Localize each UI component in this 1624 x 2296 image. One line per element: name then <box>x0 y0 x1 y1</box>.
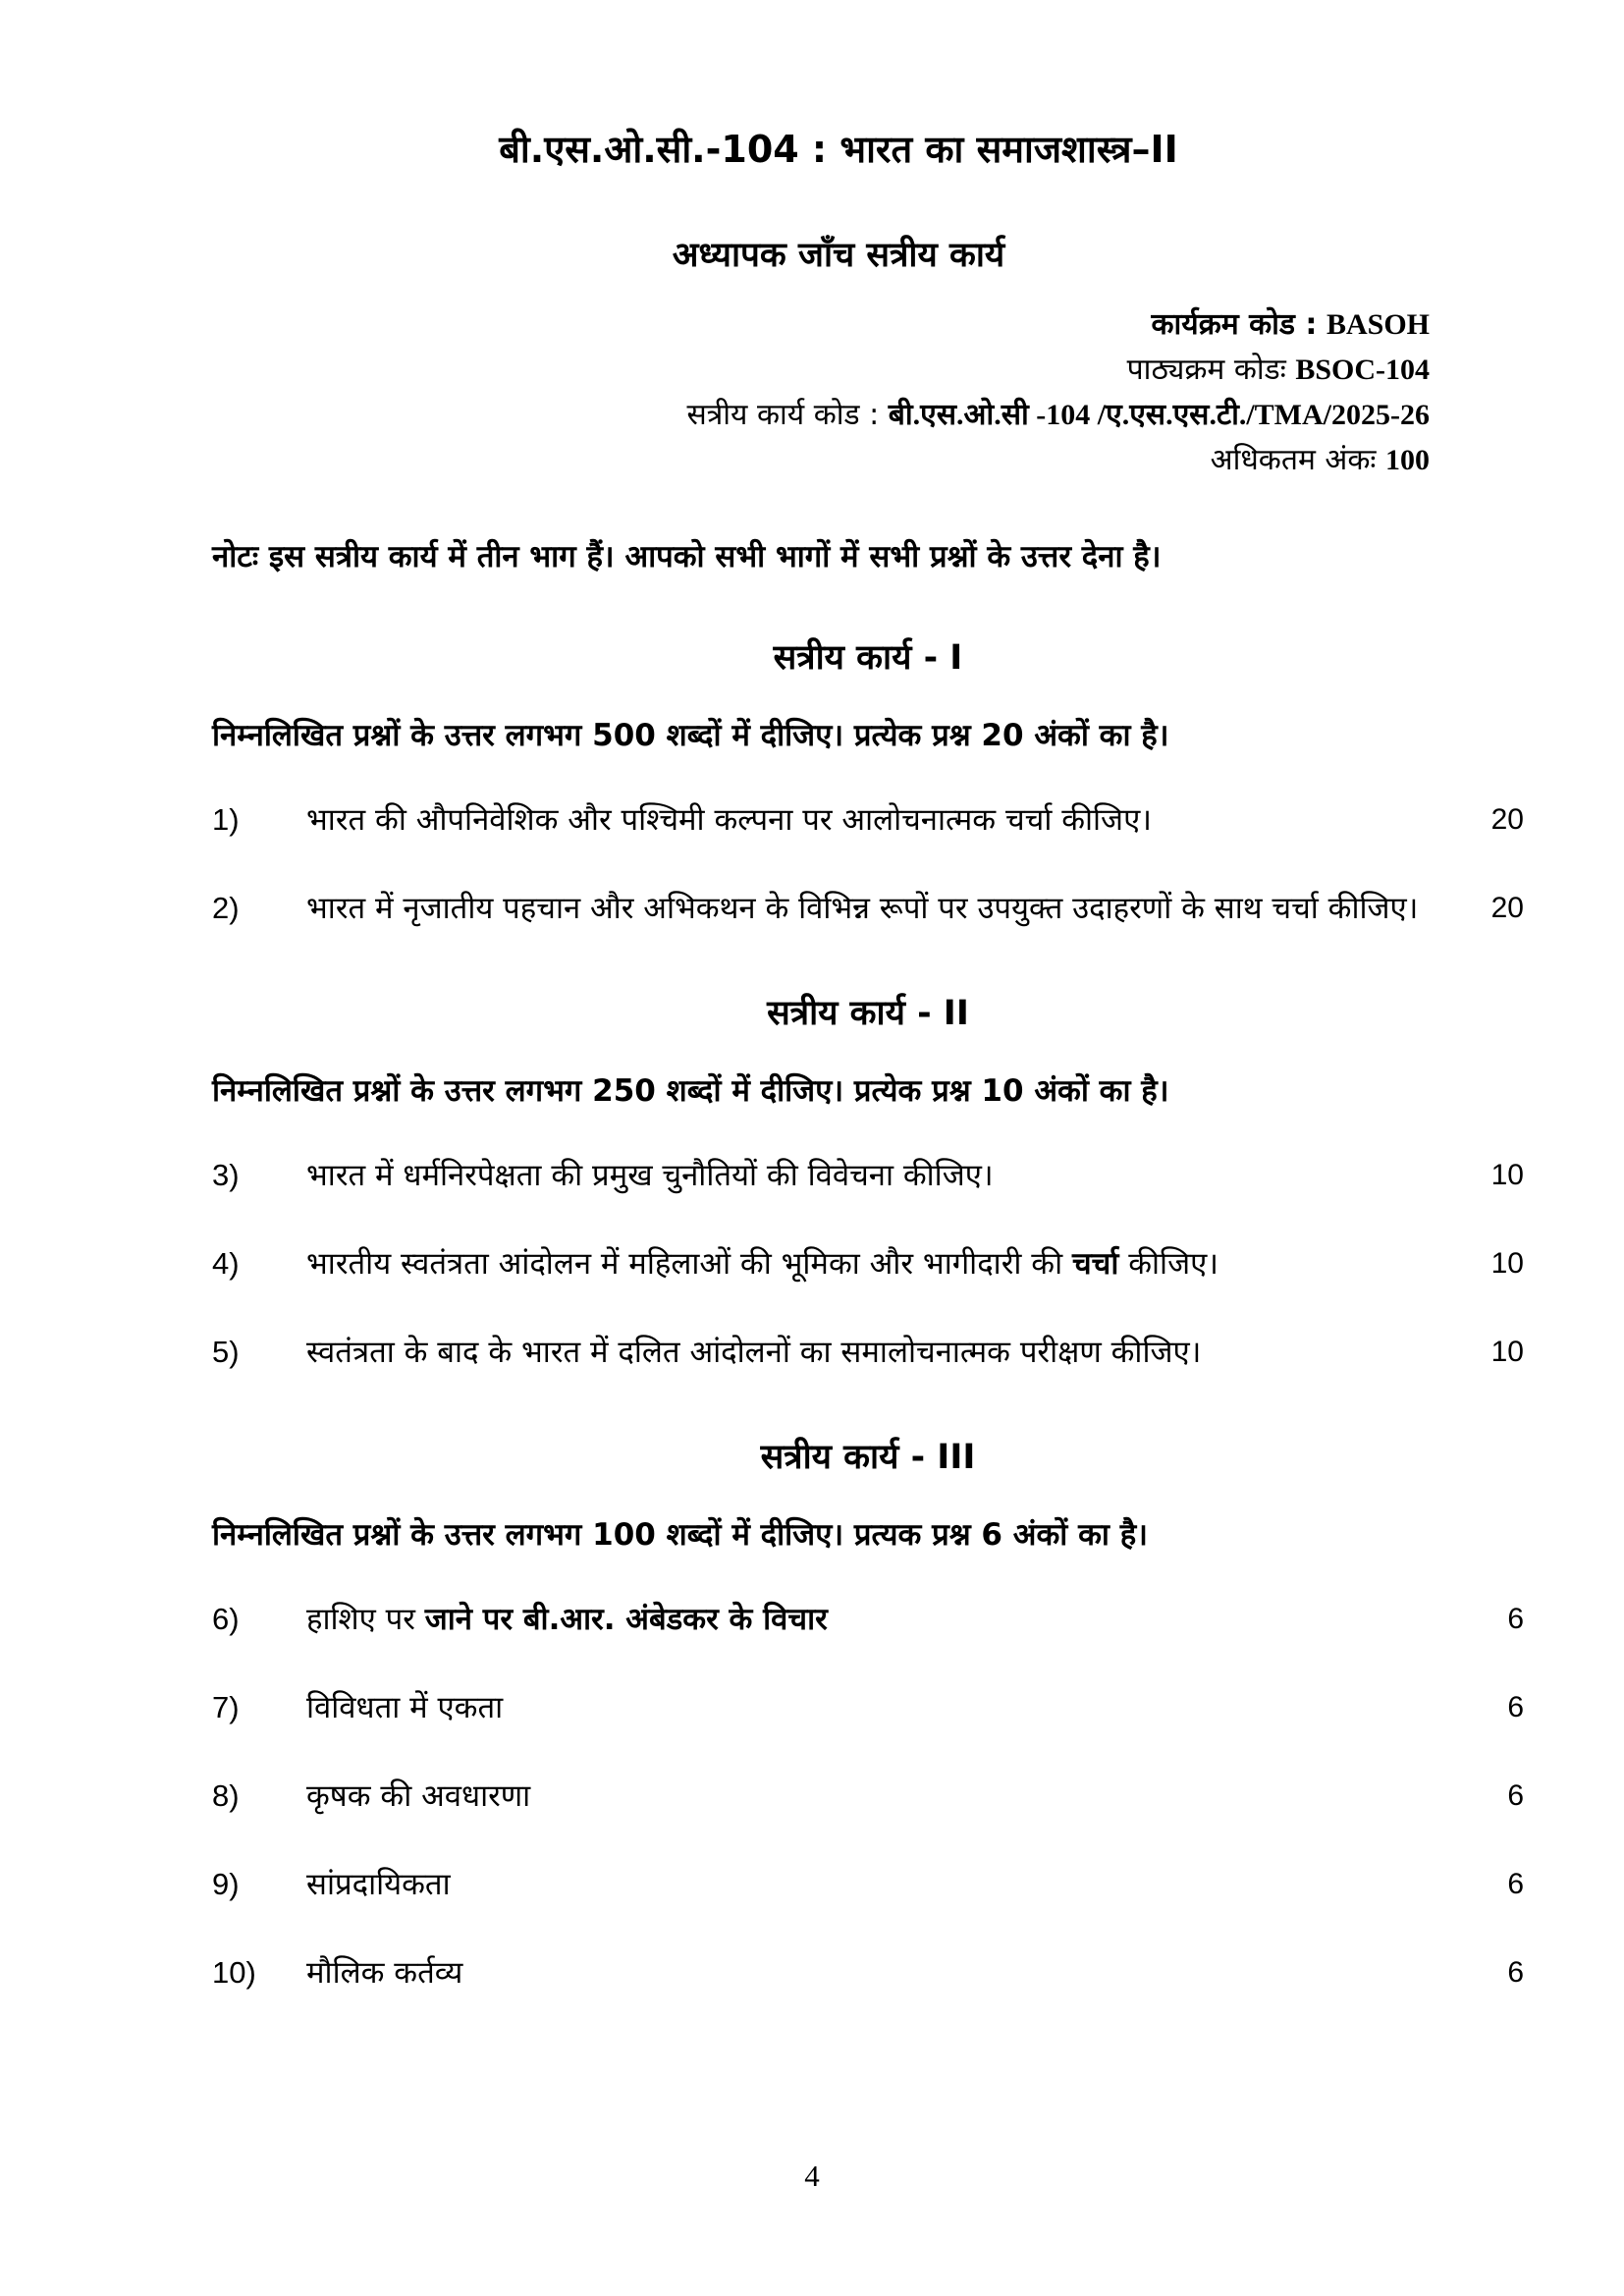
programme-code-label: कार्यक्रम कोड : <box>1151 307 1318 342</box>
question-row-10 <box>212 1946 1524 1999</box>
question-row-3 <box>212 1149 1524 1202</box>
question-row-4 <box>212 1237 1524 1290</box>
section-2-instruction: निम्नलिखित प्रश्नों के उत्तर लगभग 250 शब्दों में दीजिए। प्रत्येक प्रश्न 10 अंकों का है। <box>212 1073 1169 1109</box>
question-marks: 6 <box>1507 1691 1524 1723</box>
question-text: भारतीय स्वतंत्रता आंदोलन में महिलाओं की भूमिका और भागीदारी की चर्चा कीजिए। <box>306 1246 1218 1282</box>
max-marks-value: 100 <box>1385 444 1430 476</box>
assignment-code-label: सत्रीय कार्य कोड : <box>686 398 880 432</box>
question-row-9 <box>212 1858 1524 1911</box>
question-number: 1) <box>212 802 240 837</box>
section-2 <box>212 992 1524 1379</box>
page-number: 4 <box>804 2159 820 2193</box>
section-1-instruction: निम्नलिखित प्रश्नों के उत्तर लगभग 500 शब्दों में दीजिए। प्रत्येक प्रश्न 20 अंकों का है। <box>212 718 1169 753</box>
course-code-line <box>212 348 1430 393</box>
programme-code-line <box>212 302 1430 348</box>
question-text: स्वतंत्रता के बाद के भारत में दलित आंदोलनों का समालोचनात्मक परीक्षण कीजिए। <box>306 1335 1202 1370</box>
question-marks: 6 <box>1507 1603 1524 1635</box>
max-marks-line <box>212 438 1430 483</box>
question-text: हाशिए पर जाने पर बी.आर. अंबेडकर के विचार <box>306 1602 828 1637</box>
question-text: भारत की औपनिवेशिक और पश्चिमी कल्पना पर आलोचनात्मक चर्चा कीजिए। <box>306 802 1152 838</box>
question-row-5 <box>212 1326 1524 1379</box>
course-code-label: पाठ्यक्रम कोडः <box>1126 353 1286 387</box>
question-row-8 <box>212 1770 1524 1823</box>
assignment-code-line <box>212 393 1430 438</box>
section-1-heading: सत्रीय कार्य - I <box>773 638 963 678</box>
question-text: विविधता में एकता <box>306 1690 504 1725</box>
question-row-7 <box>212 1681 1524 1734</box>
section-1 <box>212 636 1524 935</box>
programme-code-value: BASOH <box>1326 308 1430 341</box>
max-marks-label: अधिकतम अंकः <box>1210 443 1377 477</box>
question-marks: 10 <box>1490 1336 1524 1368</box>
question-number: 7) <box>212 1690 240 1724</box>
question-number: 4) <box>212 1246 240 1281</box>
question-text: सांप्रदायिकता <box>306 1867 451 1902</box>
question-text: मौलिक कर्तव्य <box>306 1955 463 1991</box>
question-text: भारत में धर्मनिरपेक्षता की प्रमुख चुनौतियों की विवेचना कीजिए। <box>306 1158 994 1193</box>
question-row-6 <box>212 1593 1524 1646</box>
question-marks: 6 <box>1507 1956 1524 1989</box>
course-code-value: BSOC-104 <box>1295 354 1430 386</box>
question-marks: 10 <box>1490 1247 1524 1280</box>
question-number: 5) <box>212 1335 240 1369</box>
section-2-heading: सत्रीय कार्य - II <box>767 994 969 1033</box>
question-marks: 20 <box>1490 892 1524 924</box>
section-3-heading: सत्रीय कार्य - III <box>760 1438 976 1477</box>
question-number: 8) <box>212 1778 240 1813</box>
question-marks: 6 <box>1507 1868 1524 1900</box>
question-marks: 6 <box>1507 1779 1524 1812</box>
question-text: भारत में नृजातीय पहचान और अभिकथन के विभिन्न रूपों पर उपयुक्त उदाहरणों के साथ चर्चा कीजिए। <box>306 891 1419 926</box>
question-text: कृषक की अवधारणा <box>306 1778 531 1814</box>
note-line: नोटः इस सत्रीय कार्य में तीन भाग हैं। आपको सभी भागों में सभी प्रश्नों के उत्तर देना है। <box>212 539 1162 574</box>
question-marks: 10 <box>1490 1159 1524 1191</box>
question-number: 3) <box>212 1158 240 1192</box>
section-3-instruction: निम्नलिखित प्रश्नों के उत्तर लगभग 100 शब्दों में दीजिए। प्रत्यक प्रश्न 6 अंकों का है। <box>212 1517 1148 1553</box>
question-number: 10) <box>212 1955 256 1990</box>
section-3 <box>212 1436 1524 1999</box>
question-row-2 <box>212 882 1524 935</box>
question-number: 9) <box>212 1867 240 1901</box>
question-number: 2) <box>212 891 240 925</box>
question-row-1 <box>212 793 1524 847</box>
page-footer <box>0 2159 1624 2194</box>
code-block <box>212 302 1524 483</box>
question-number: 6) <box>212 1602 240 1636</box>
page-subtitle: अध्यापक जाँच सत्रीय कार्य <box>672 236 1005 275</box>
page-title: बी.एस.ओ.सी.-104 : भारत का समाजशास्त्र–II <box>499 128 1178 171</box>
question-marks: 20 <box>1490 803 1524 836</box>
assignment-code-value: बी.एस.ओ.सी -104 /ए.एस.एस.टी./TMA/2025-26 <box>888 399 1430 431</box>
